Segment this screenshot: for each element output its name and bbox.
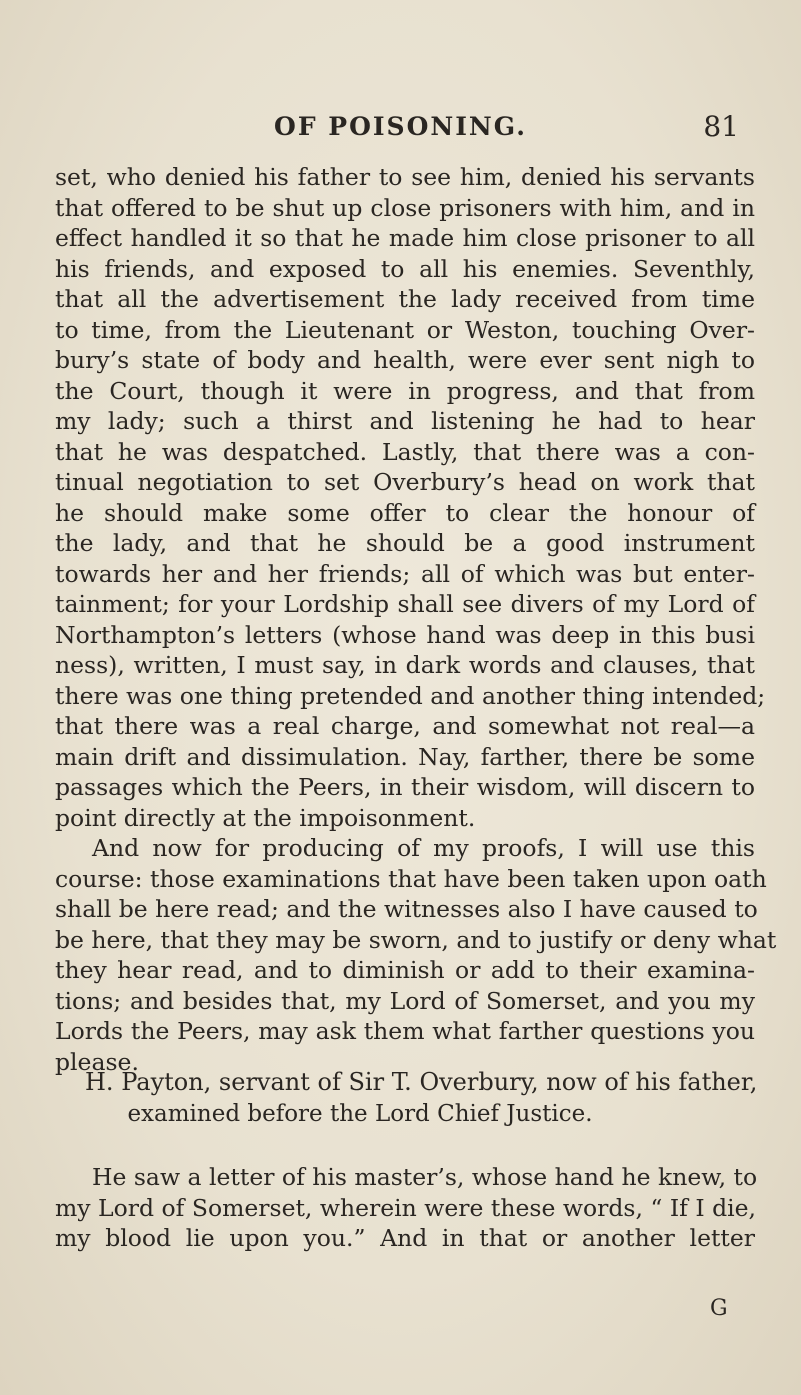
paragraph-3 bbox=[55, 1162, 758, 1254]
heading-line: H. Payton, servant of Sir T. Overbury, now of his father, bbox=[85, 1068, 758, 1096]
text-line: that all the advertisement the lady received from time bbox=[55, 285, 755, 313]
text-line: Northampton’s letters (whose hand was deep in this busi bbox=[55, 620, 755, 649]
text-line: my blood lie upon you.” And in that or another letter bbox=[55, 1224, 755, 1252]
text-line: he should make some offer to clear the honour of bbox=[55, 498, 755, 527]
paragraph-2 bbox=[55, 833, 777, 1077]
text-line: set, who denied his father to see him, denied his servants bbox=[55, 163, 755, 191]
text-line: tinual negotiation to set Overbury’s head on work that bbox=[55, 468, 755, 496]
text-line: He saw a letter of his master’s, whose hand he knew, to bbox=[92, 1163, 758, 1191]
paragraph-1 bbox=[55, 162, 766, 833]
page-header bbox=[0, 112, 801, 152]
text-line: that he was despatched. Lastly, that there was a con- bbox=[55, 437, 755, 466]
text-line: point directly at the impoisonment. bbox=[55, 803, 476, 832]
text-line: please. bbox=[55, 1047, 139, 1076]
text-line: that there was a real charge, and somewhat not real—a bbox=[55, 712, 755, 740]
page-number: 81 bbox=[703, 110, 739, 143]
text-line: be here, that they may be sworn, and to justify or deny what bbox=[55, 925, 777, 954]
text-line: there was one thing pretended and another thing intended; bbox=[55, 681, 766, 710]
text-line: main drift and dissimulation. Nay, farther, there be some bbox=[55, 742, 755, 771]
text-line: that offered to be shut up close prisoners with him, and in bbox=[55, 193, 755, 222]
text-line: his friends, and exposed to all his enemies. Seventhly, bbox=[55, 254, 755, 283]
heading-line: examined before the Lord Chief Justice. bbox=[127, 1101, 593, 1127]
text-line: tainment; for your Lordship shall see divers of my Lord of bbox=[55, 590, 755, 618]
text-line: passages which the Peers, in their wisdom, will discern to bbox=[55, 773, 755, 801]
text-line: they hear read, and to diminish or add to their examina- bbox=[55, 956, 755, 984]
text-line: shall be here read; and the witnesses also I have caused to bbox=[55, 895, 758, 923]
text-line: And now for producing of my proofs, I will use this bbox=[92, 834, 755, 862]
text-line: tions; and besides that, my Lord of Somerset, and you my bbox=[55, 986, 755, 1015]
text-line: course: those examinations that have been taken upon oath bbox=[55, 864, 767, 893]
text-line: towards her and her friends; all of which was but enter- bbox=[55, 559, 755, 588]
running-title: OF POISONING. bbox=[274, 112, 527, 141]
text-line: the Court, though it were in progress, and that from bbox=[55, 376, 755, 405]
signature-mark: G bbox=[710, 1296, 728, 1321]
text-line: Lords the Peers, may ask them what farther questions you bbox=[55, 1017, 755, 1045]
text-line: my Lord of Somerset, wherein were these words, “ If I die, bbox=[55, 1193, 757, 1222]
examination-heading bbox=[55, 1066, 758, 1130]
body-text bbox=[55, 162, 777, 1077]
text-line: bury’s state of body and health, were ever sent nigh to bbox=[55, 346, 755, 374]
text-line: ness), written, I must say, in dark words and clauses, that bbox=[55, 651, 755, 679]
text-line: the lady, and that he should be a good instrument bbox=[55, 529, 755, 557]
text-line: my lady; such a thirst and listening he had to hear bbox=[55, 407, 755, 435]
text-line: to time, from the Lieutenant or Weston, touching Over- bbox=[55, 315, 755, 344]
text-line: effect handled it so that he made him close prisoner to all bbox=[55, 224, 755, 252]
